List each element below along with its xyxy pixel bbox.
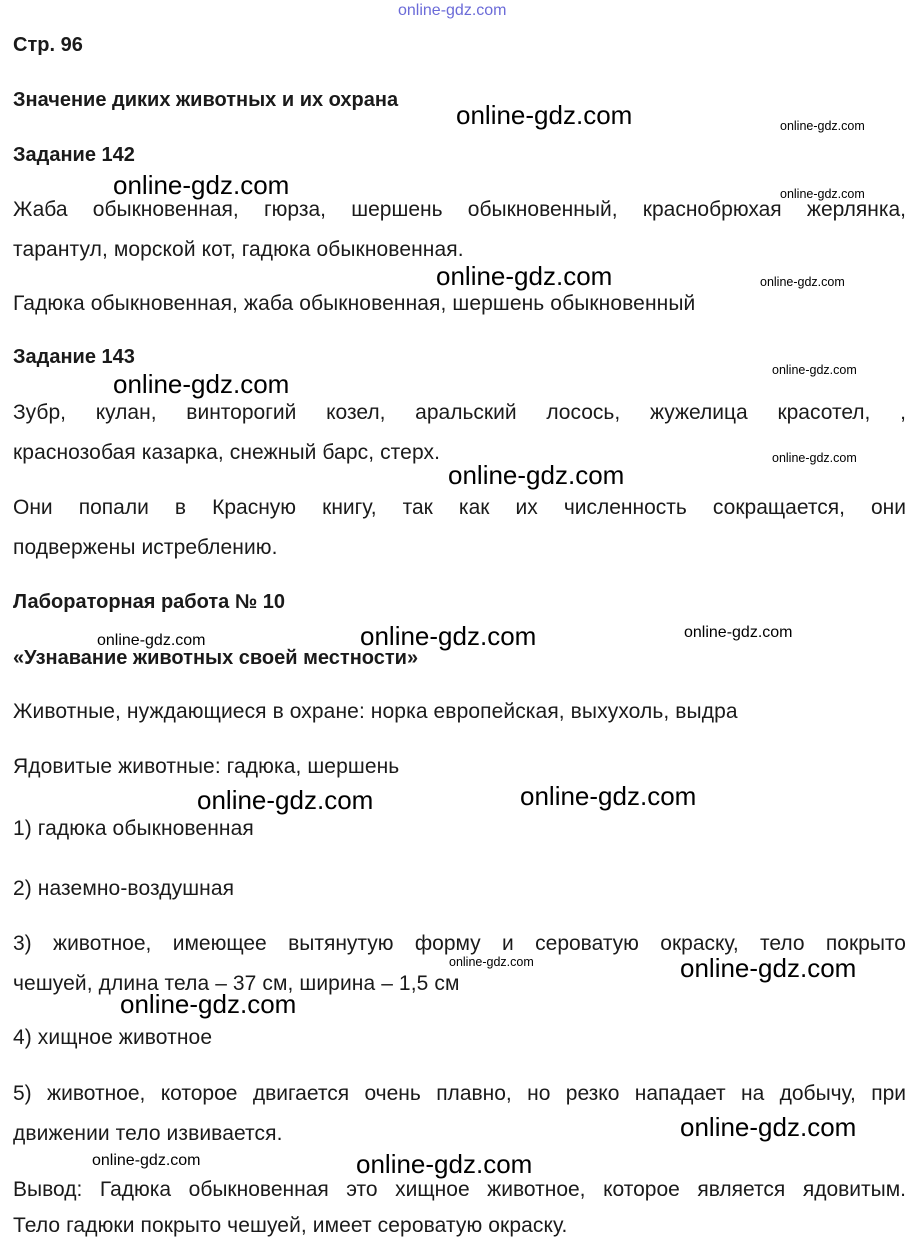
watermark-large: online-gdz.com bbox=[680, 1112, 857, 1142]
section-title: Значение диких животных и их охрана bbox=[13, 89, 399, 111]
task-143-line-2: краснозобая казарка, снежный барс, стерх. bbox=[13, 441, 441, 464]
task-143-heading: Задание 143 bbox=[13, 346, 135, 368]
lab-protected-animals: Животные, нуждающиеся в охране: норка европейская, выхухоль, выдра bbox=[13, 700, 738, 723]
page-number: Стр. 96 bbox=[13, 34, 83, 56]
lab-item-1: 1) гадюка обыкновенная bbox=[13, 817, 254, 840]
task-143-line-1: Зубр, кулан, винторогий козел, аральский лосось, жужелица красотел, , bbox=[13, 401, 906, 424]
watermark-large: online-gdz.com bbox=[436, 261, 613, 291]
watermark-large: online-gdz.com bbox=[448, 460, 625, 490]
watermark-small: online-gdz.com bbox=[780, 119, 865, 133]
lab-poisonous-animals: Ядовитые животные: гадюка, шершень bbox=[13, 755, 400, 778]
watermark-large: online-gdz.com bbox=[197, 785, 374, 815]
task-143-line-4: подвержены истреблению. bbox=[13, 536, 278, 559]
lab-item-4: 4) хищное животное bbox=[13, 1026, 213, 1049]
top-watermark: online-gdz.com bbox=[398, 2, 507, 19]
watermark-large: online-gdz.com bbox=[520, 781, 697, 811]
watermark-small: online-gdz.com bbox=[684, 624, 793, 641]
task-142-line-2: тарантул, морской кот, гадюка обыкновенная. bbox=[13, 238, 464, 261]
watermark-small: online-gdz.com bbox=[760, 275, 845, 289]
watermark-large: online-gdz.com bbox=[113, 170, 290, 200]
lab-item-3-line-2: чешуей, длина тела – 37 см, ширина – 1,5 см bbox=[13, 972, 460, 995]
lab-heading: Лабораторная работа № 10 bbox=[13, 591, 285, 613]
watermark-small: online-gdz.com bbox=[772, 363, 857, 377]
watermark-small: online-gdz.com bbox=[780, 187, 865, 201]
watermark-small: online-gdz.com bbox=[92, 1152, 201, 1169]
watermark-small: online-gdz.com bbox=[449, 955, 534, 969]
watermark-large: online-gdz.com bbox=[360, 621, 537, 651]
lab-item-5-line-1: 5) животное, которое двигается очень плавно, но резко нападает на добычу, при bbox=[13, 1082, 906, 1105]
watermark-small: online-gdz.com bbox=[772, 451, 857, 465]
watermark-small: online-gdz.com bbox=[97, 632, 206, 649]
watermark-large: online-gdz.com bbox=[456, 100, 633, 130]
lab-subtitle: «Узнавание животных своей местности» bbox=[13, 647, 419, 669]
lab-item-2: 2) наземно-воздушная bbox=[13, 877, 235, 900]
conclusion-line-1: Вывод: Гадюка обыкновенная это хищное животное, которое является ядовитым. bbox=[13, 1178, 906, 1201]
task-142-heading: Задание 142 bbox=[13, 144, 135, 166]
lab-item-3-line-1: 3) животное, имеющее вытянутую форму и сероватую окраску, тело покрыто bbox=[13, 932, 906, 955]
watermark-large: online-gdz.com bbox=[680, 953, 857, 983]
task-142-line-1: Жаба обыкновенная, гюрза, шершень обыкновенный, краснобрюхая жерлянка, bbox=[13, 198, 906, 221]
watermark-large: online-gdz.com bbox=[356, 1149, 533, 1179]
watermark-large: online-gdz.com bbox=[120, 989, 297, 1019]
lab-item-5-line-2: движении тело извивается. bbox=[13, 1122, 283, 1145]
watermark-large: online-gdz.com bbox=[113, 369, 290, 399]
task-143-line-3: Они попали в Красную книгу, так как их численность сокращается, они bbox=[13, 496, 906, 519]
task-142-line-3: Гадюка обыкновенная, жаба обыкновенная, шершень обыкновенный bbox=[13, 292, 696, 315]
conclusion-line-2: Тело гадюки покрыто чешуей, имеет сероватую окраску. bbox=[13, 1214, 568, 1237]
